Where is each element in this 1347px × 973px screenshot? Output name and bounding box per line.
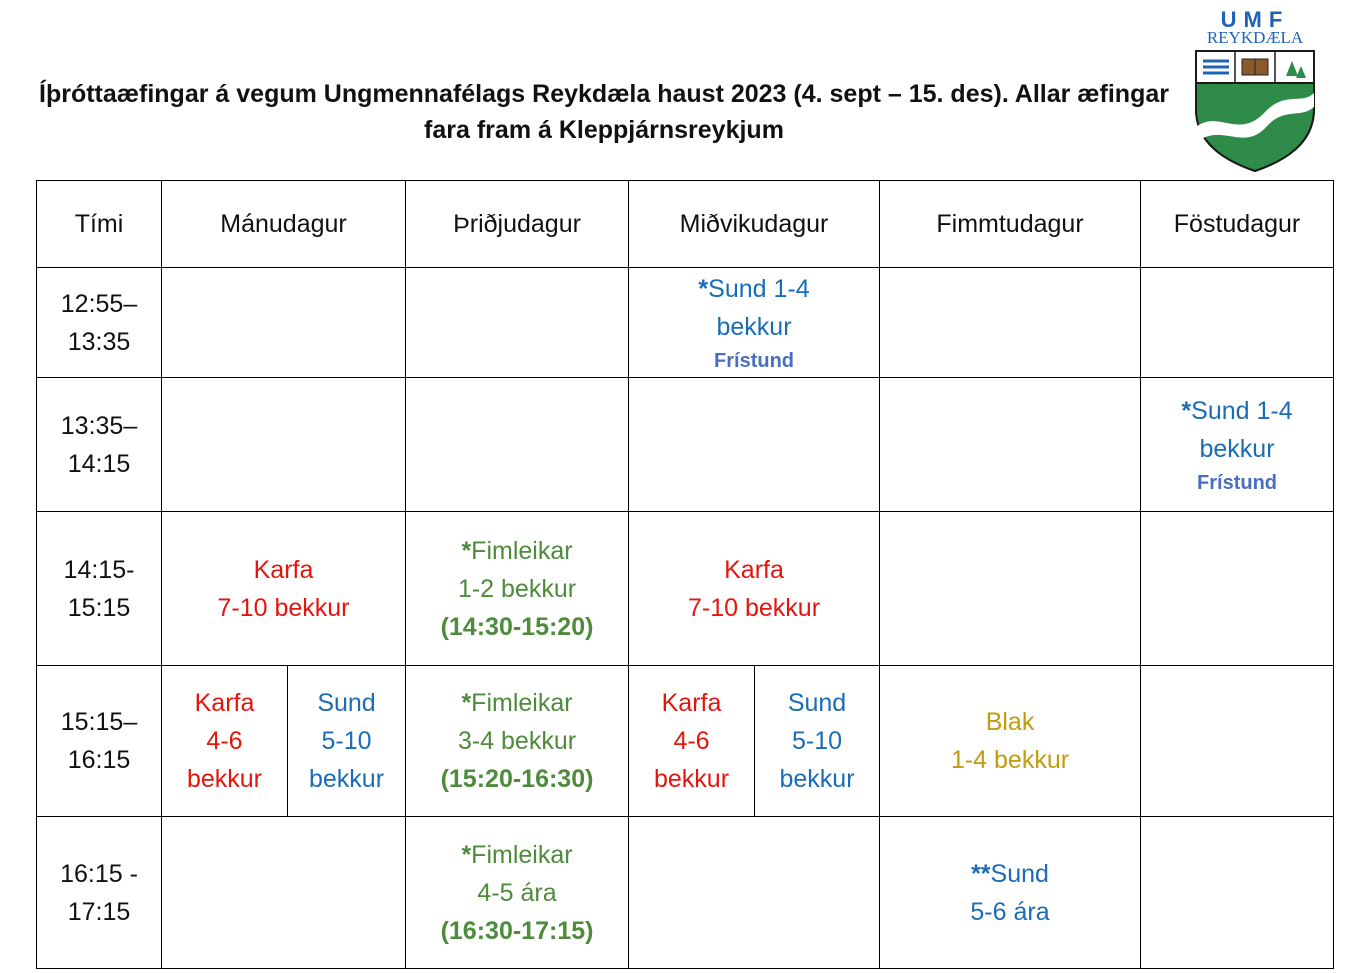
activity-group: 7-10 bekkur bbox=[688, 593, 821, 622]
activity-name: Sund bbox=[787, 689, 847, 717]
header-tuesday: Þriðjudagur bbox=[406, 181, 629, 268]
fristund-label: Frístund bbox=[714, 349, 795, 372]
activity-cell-karfa bbox=[629, 512, 880, 666]
activity-group: 1-4 bekkur bbox=[950, 746, 1070, 774]
time-end: 17:15 bbox=[67, 897, 131, 926]
asterisk: * bbox=[461, 689, 472, 717]
activity-name: Sund bbox=[990, 859, 1049, 888]
logo-name-text: REYKDÆLA bbox=[1206, 28, 1304, 47]
activity-group: bekkur bbox=[653, 765, 730, 793]
empty-cell bbox=[629, 378, 880, 512]
empty-cell bbox=[406, 268, 629, 378]
umf-reykdaela-logo bbox=[1192, 8, 1318, 173]
activity-hours: (16:30-17:15) bbox=[440, 916, 594, 945]
activity-name: Fimleikar bbox=[471, 840, 573, 869]
empty-cell bbox=[1141, 666, 1334, 817]
time-start: 15:15– bbox=[60, 708, 138, 736]
time-cell bbox=[37, 268, 162, 378]
activity-name: Fimleikar bbox=[471, 536, 573, 565]
activity-group: 5-10 bbox=[791, 727, 843, 755]
empty-cell bbox=[162, 817, 406, 969]
header-friday: Föstudagur bbox=[1141, 181, 1334, 268]
activity-name: Karfa bbox=[724, 555, 784, 584]
activity-group: bekkur bbox=[779, 765, 855, 793]
shield-crest-icon bbox=[1194, 49, 1316, 173]
activity-group: bekkur bbox=[716, 312, 792, 341]
activity-cell-blak bbox=[880, 666, 1141, 817]
activity-cell-sund bbox=[1141, 378, 1334, 512]
empty-cell bbox=[1141, 268, 1334, 378]
empty-cell bbox=[629, 817, 880, 969]
activity-name: Sund 1-4 bbox=[708, 274, 810, 303]
asterisk: * bbox=[1181, 396, 1192, 425]
time-end: 14:15 bbox=[67, 449, 131, 478]
activity-cell-karfa bbox=[162, 512, 406, 666]
activity-cell-fimleikar bbox=[406, 666, 629, 817]
empty-cell bbox=[1141, 817, 1334, 969]
logo-umf-text: UMF bbox=[1220, 7, 1290, 32]
activity-cell-sund bbox=[880, 817, 1141, 969]
activity-cell-karfa bbox=[629, 666, 755, 817]
activity-name: Karfa bbox=[253, 555, 314, 584]
asterisk: * bbox=[461, 536, 472, 565]
table-row bbox=[37, 268, 1334, 378]
activity-name: Karfa bbox=[194, 689, 255, 717]
time-start: 14:15- bbox=[63, 555, 135, 584]
asterisk: * bbox=[698, 274, 709, 303]
activity-cell-fimleikar bbox=[406, 512, 629, 666]
header-time: Tími bbox=[37, 181, 162, 268]
activity-cell-fimleikar bbox=[406, 817, 629, 969]
time-end: 16:15 bbox=[67, 746, 131, 774]
table-row bbox=[37, 666, 1334, 817]
page-title: Íþróttaæfingar á vegum Ungmennafélags Reykdæla haust 2023 (4. sept – 15. des). Allar æfingar fara fram á Kleppjárnsreykjum bbox=[39, 80, 1169, 144]
empty-cell bbox=[406, 378, 629, 512]
empty-cell bbox=[162, 268, 406, 378]
header-thursday: Fimmtudagur bbox=[880, 181, 1141, 268]
activity-group: 7-10 bekkur bbox=[217, 593, 350, 622]
activity-name: Fimleikar bbox=[471, 689, 573, 717]
activity-group: bekkur bbox=[1199, 434, 1275, 463]
activity-group: 1-2 bekkur bbox=[457, 574, 577, 603]
activity-group: 4-6 bbox=[673, 727, 710, 755]
time-cell bbox=[37, 666, 162, 817]
activity-group: bekkur bbox=[186, 765, 263, 793]
asterisk: * bbox=[461, 840, 472, 869]
activity-name: Blak bbox=[985, 708, 1035, 736]
activity-group: 4-5 ára bbox=[477, 878, 557, 907]
empty-cell bbox=[880, 378, 1141, 512]
empty-cell bbox=[880, 512, 1141, 666]
empty-cell bbox=[162, 378, 406, 512]
activity-cell-sund bbox=[288, 666, 406, 817]
header-row bbox=[37, 181, 1334, 268]
activity-cell-sund bbox=[629, 268, 880, 378]
activity-group: 3-4 bekkur bbox=[457, 727, 577, 755]
activity-hours: (15:20-16:30) bbox=[440, 765, 594, 793]
time-start: 13:35– bbox=[60, 411, 138, 440]
table-row bbox=[37, 817, 1334, 969]
table-row bbox=[37, 512, 1334, 666]
activity-cell-karfa bbox=[162, 666, 288, 817]
empty-cell bbox=[880, 268, 1141, 378]
time-start: 16:15 - bbox=[60, 859, 138, 888]
activity-group: 5-6 ára bbox=[970, 897, 1050, 926]
activity-group: bekkur bbox=[308, 765, 385, 793]
time-end: 13:35 bbox=[67, 327, 131, 356]
activity-cell-sund bbox=[755, 666, 880, 817]
activity-name: Sund 1-4 bbox=[1191, 396, 1293, 425]
header-wednesday: Miðvikudagur bbox=[629, 181, 880, 268]
activity-group: 4-6 bbox=[206, 727, 243, 755]
activity-name: Karfa bbox=[661, 689, 722, 717]
empty-cell bbox=[1141, 512, 1334, 666]
asterisk: ** bbox=[971, 859, 991, 888]
time-cell bbox=[37, 817, 162, 969]
activity-hours: (14:30-15:20) bbox=[440, 612, 594, 641]
time-cell bbox=[37, 378, 162, 512]
time-start: 12:55– bbox=[60, 289, 138, 318]
activity-group: 5-10 bbox=[321, 727, 372, 755]
time-cell bbox=[37, 512, 162, 666]
activity-name: Sund bbox=[317, 689, 376, 717]
time-end: 15:15 bbox=[67, 593, 131, 622]
schedule-table bbox=[36, 180, 1334, 969]
table-row bbox=[37, 378, 1334, 512]
fristund-label: Frístund bbox=[1197, 471, 1278, 494]
header-monday: Mánudagur bbox=[162, 181, 406, 268]
